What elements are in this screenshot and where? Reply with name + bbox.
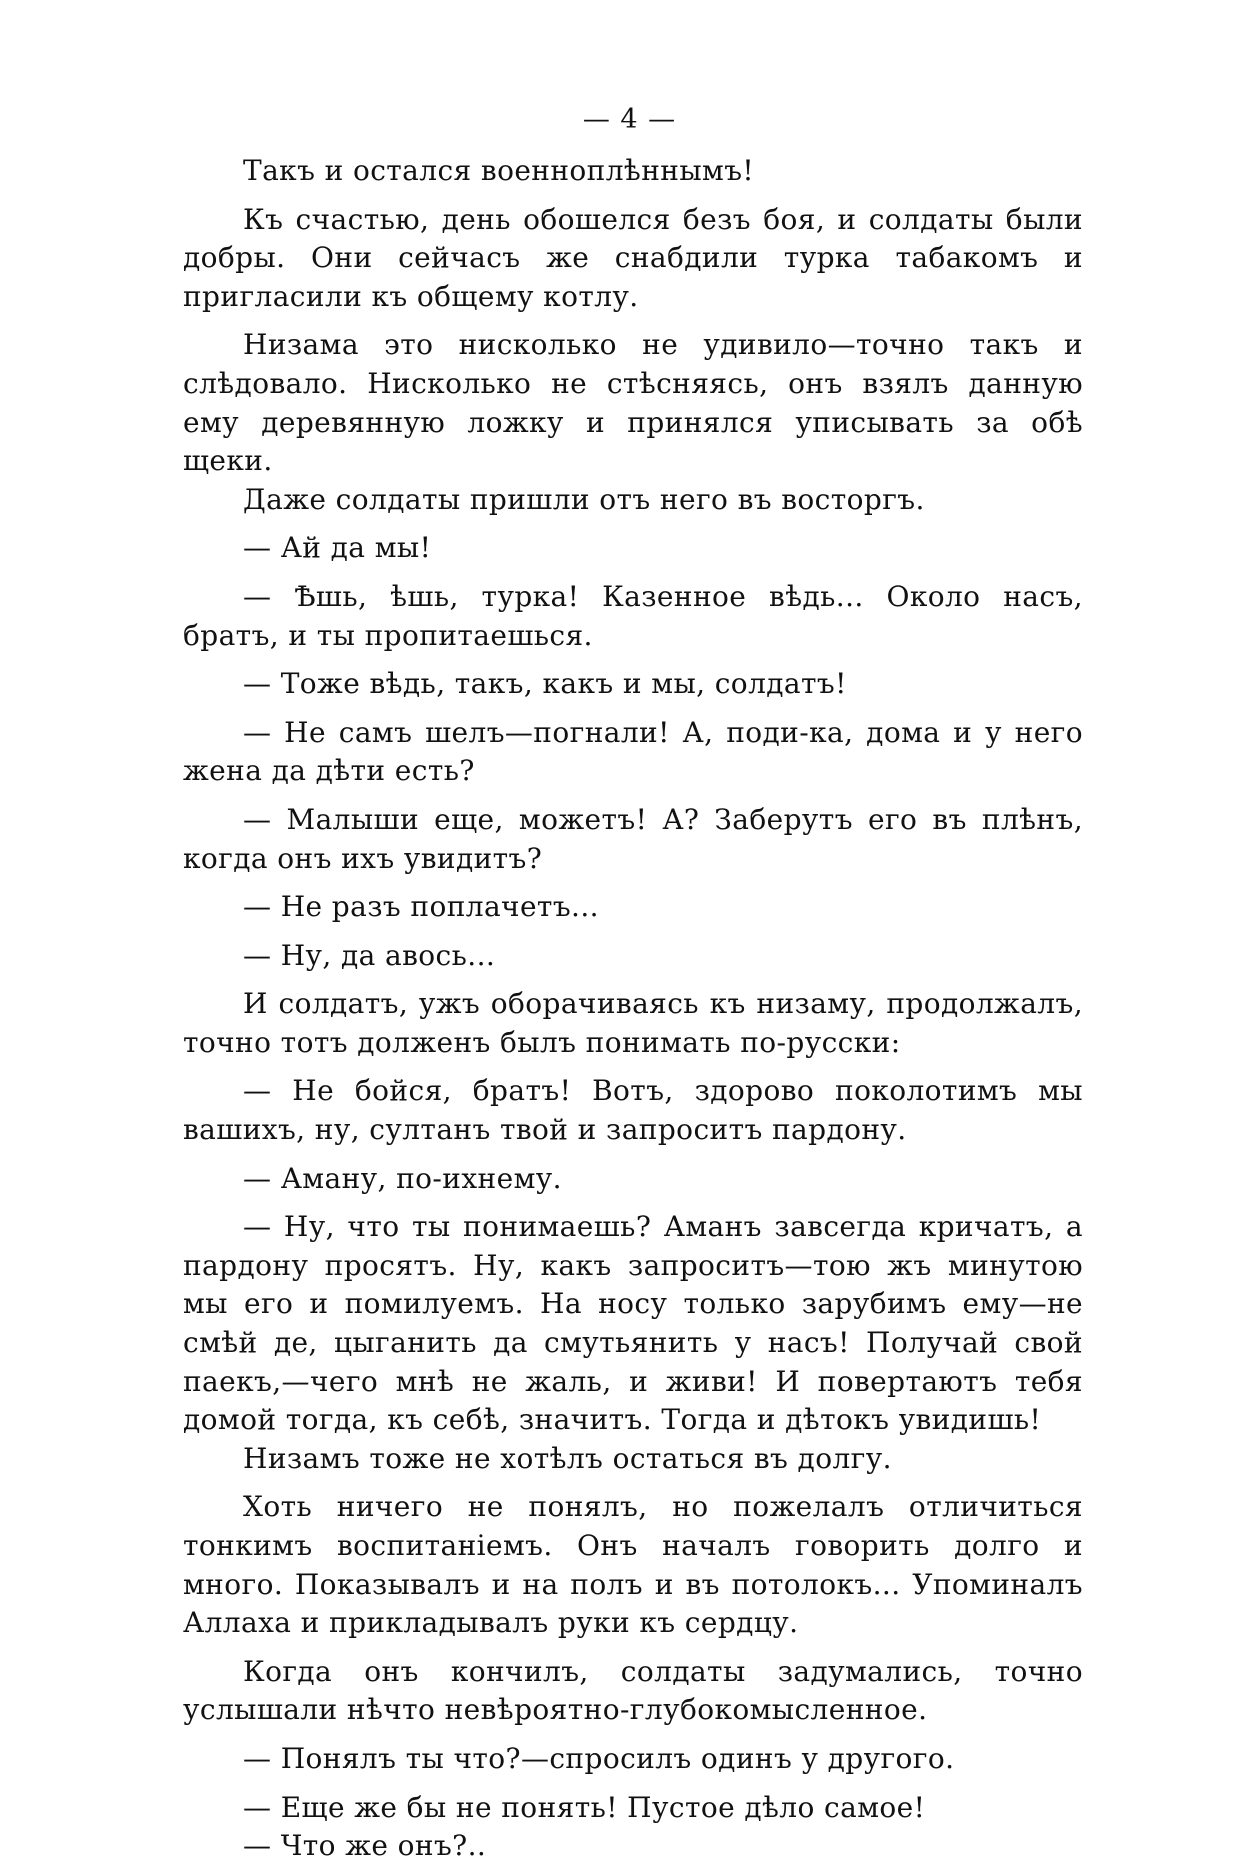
dialogue-line-8: — Не бойся, братъ! Вотъ, здорово поколотимъ мы вашихъ, ну, султанъ твой и запроситъ пардону. bbox=[183, 1074, 1083, 1147]
dialogue-line-13: — Что же онъ?.. bbox=[243, 1829, 487, 1863]
body-text bbox=[183, 152, 1083, 1866]
dialogue-line-9: — Аману, по-ихнему. bbox=[243, 1161, 562, 1195]
paragraph-1: Такъ и остался военноплѣннымъ! bbox=[243, 154, 755, 187]
paragraph-8: Когда онъ кончилъ, солдаты задумались, точно услышали нѣчто невѣроятно-глубокомысленное. bbox=[183, 1654, 1083, 1727]
dialogue-line-12: — Еще же бы не понять! Пустое дѣло самое! bbox=[243, 1790, 926, 1824]
paragraph-2: Къ счастью, день обошелся безъ боя, и солдаты были добры. Они сейчасъ же снабдили турка табакомъ и пригласили къ общему котлу. bbox=[183, 202, 1083, 313]
paragraph-3: Низама это нисколько не удивило—точно такъ и слѣдовало. Нисколько не стѣсняясь, онъ взялъ данную ему деревянную ложку и принялся уписывать за обѣ щеки. bbox=[183, 328, 1083, 478]
dialogue-line-7: — Ну, да авось... bbox=[243, 938, 496, 972]
dialogue-line-5: — Малыши еще, можетъ! А? Заберутъ его въ плѣнъ, когда онъ ихъ увидитъ? bbox=[183, 802, 1083, 875]
dialogue-line-11: — Понялъ ты что?—спросилъ одинъ у другого. bbox=[243, 1741, 955, 1775]
dialogue-line-4: — Не самъ шелъ—погнали! А, поди-ка, дома и у него жена да дѣти есть? bbox=[183, 715, 1083, 788]
dialogue-line-2: — Ѣшь, ѣшь, турка! Казенное вѣдь... Около насъ, братъ, и ты пропитаешься. bbox=[183, 579, 1083, 652]
dialogue-line-6: — Не разъ поплачетъ... bbox=[243, 890, 599, 924]
paragraph-7: Хоть ничего не понялъ, но пожелалъ отличиться тонкимъ воспитаніемъ. Онъ началъ говорить долго и много. Показывалъ и на полъ и въ потолокъ... Упоминалъ Аллаха и прикладывалъ руки къ сердцу. bbox=[183, 1490, 1083, 1640]
dialogue-line-1: — Ай да мы! bbox=[243, 531, 432, 565]
paragraph-6: Низамъ тоже не хотѣлъ остаться въ долгу. bbox=[243, 1441, 892, 1475]
paragraph-4: Даже солдаты пришли отъ него въ восторгъ. bbox=[243, 482, 925, 516]
dialogue-line-3: — Тоже вѣдь, такъ, какъ и мы, солдатъ! bbox=[243, 667, 847, 701]
paragraph-5: И солдатъ, ужъ оборачиваясь къ низаму, продолжалъ, точно тотъ долженъ былъ понимать по-русски: bbox=[183, 987, 1083, 1059]
page-number: — 4 — bbox=[582, 104, 677, 135]
dialogue-line-10: — Ну, что ты понимаешь? Аманъ завсегда кричатъ, а пардону просятъ. Ну, какъ запроситъ—тою жъ минутою мы его и помилуемъ. На носу только зарубимъ ему—не смѣй де, цыганить да смутьянить у насъ! Получай свой паекъ,—чего мнѣ не жаль, и живи! И повертаютъ тебя домой тогда, къ себѣ, значитъ. Тогда и дѣтокъ увидишь! bbox=[183, 1210, 1083, 1437]
